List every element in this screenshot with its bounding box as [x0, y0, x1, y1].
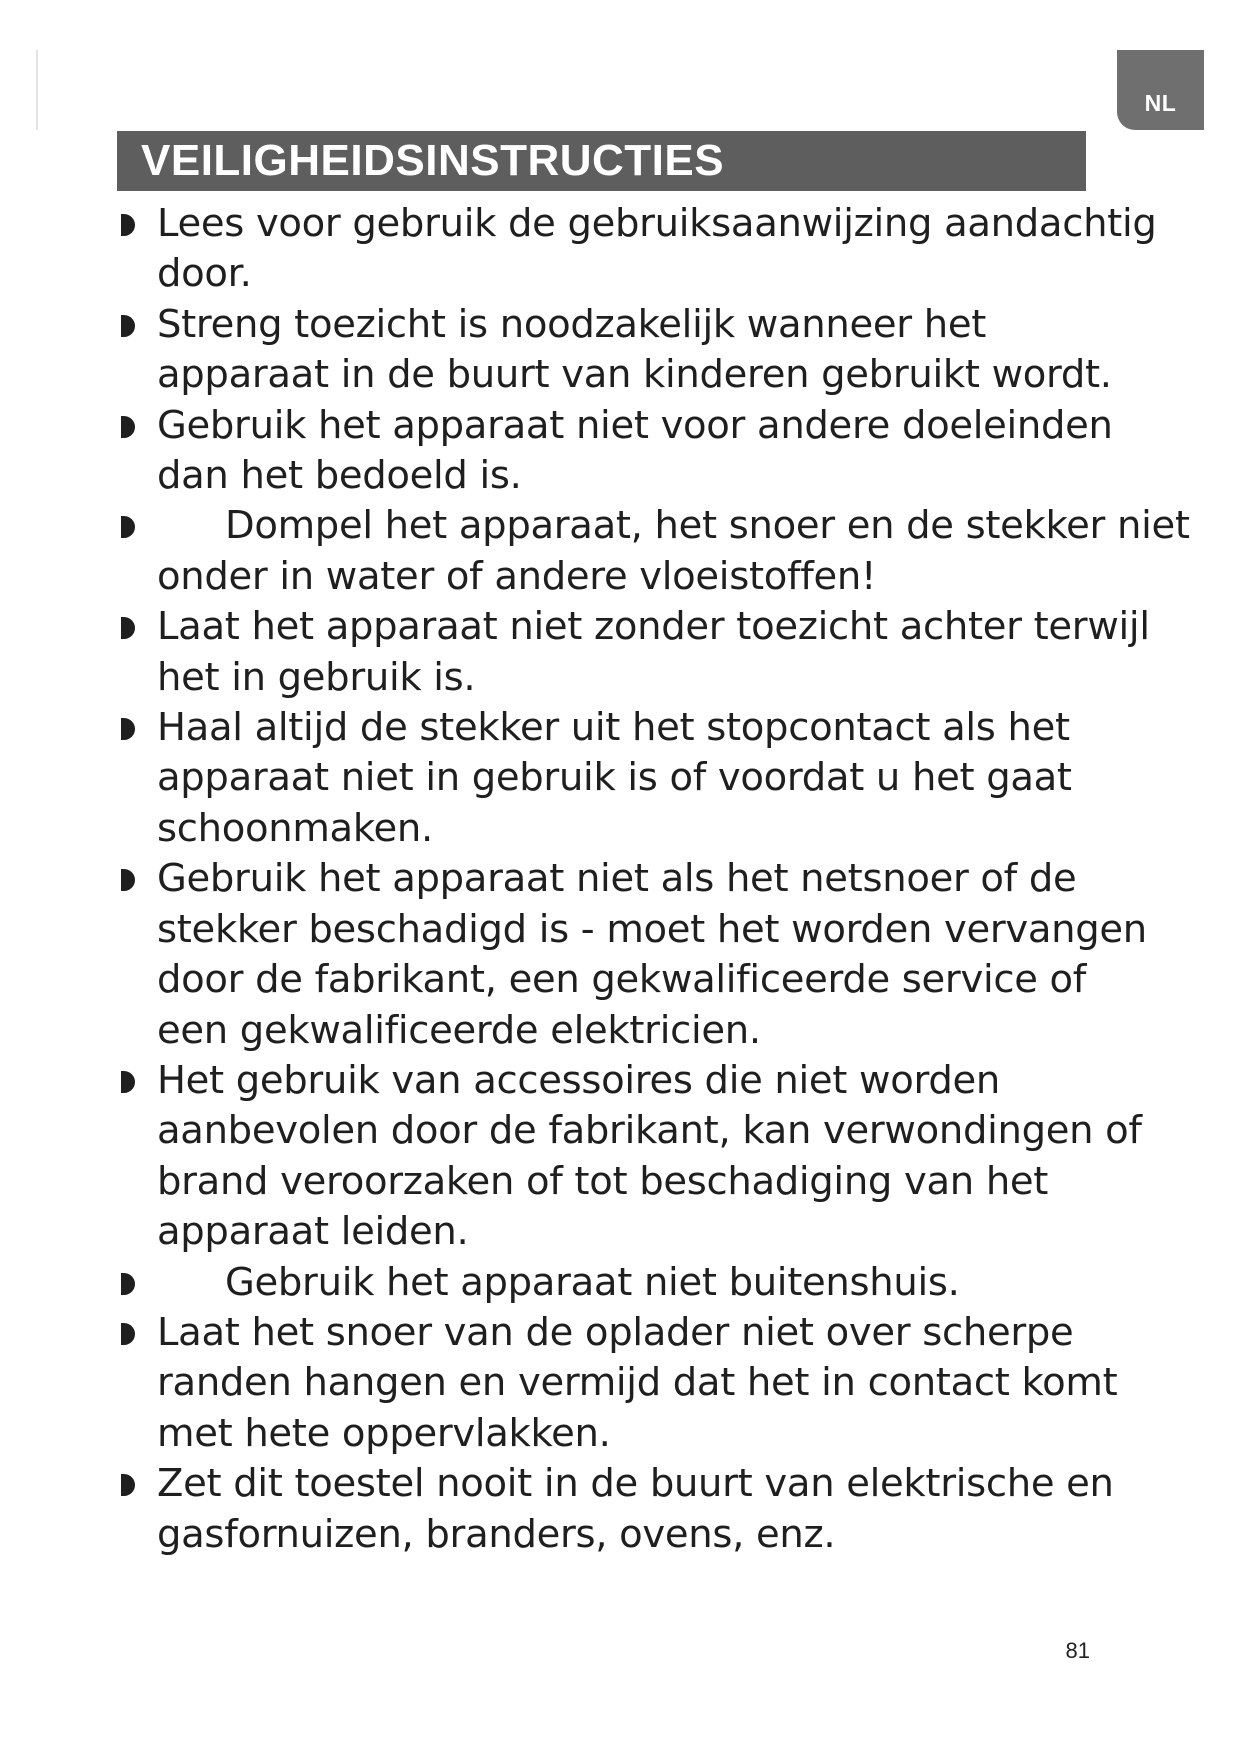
instruction-text: Zet dit toestel nooit in de buurt van elektrische en gasfornuizen, branders, ovens, enz.: [157, 1461, 1114, 1557]
page-number: 81: [1065, 1638, 1090, 1663]
list-item: [117, 1308, 1162, 1459]
margin-rule: [36, 50, 38, 130]
section-title-bar: [117, 131, 1086, 191]
bullet-icon: [121, 1474, 135, 1496]
instruction-text: Haal altijd de stekker uit het stopcontact als het apparaat niet in gebruik is of voordat u het gaat schoonmaken.: [157, 705, 1072, 851]
bullet-icon: [121, 315, 135, 337]
list-item: [117, 1056, 1162, 1258]
language-tab: NL: [1117, 50, 1204, 130]
instruction-text: Laat het apparaat niet zonder toezicht achter terwijl het in gebruik is.: [157, 604, 1150, 700]
list-item: [117, 199, 1162, 300]
instruction-text: Laat het snoer van de oplader niet over scherpe randen hangen en vermijd dat het in contact komt met hete oppervlakken.: [157, 1309, 1118, 1456]
instruction-text: Dompel het apparaat, het snoer en de stekker niet onder in water of andere vloeistoffen!: [157, 503, 1190, 599]
list-item: [117, 703, 1162, 854]
list-item: [117, 501, 1217, 602]
bullet-icon: [121, 416, 135, 438]
list-item: [117, 602, 1162, 703]
bullet-icon: [121, 516, 135, 538]
bullet-icon: [121, 617, 135, 639]
instruction-text: Gebruik het apparaat niet voor andere doeleinden dan het bedoeld is.: [157, 402, 1113, 499]
instruction-text: Het gebruik van accessoires die niet worden aanbevolen door de fabrikant, kan verwondingen of brand veroorzaken of tot beschadiging van het apparaat leiden.: [157, 1057, 1142, 1255]
bullet-icon: [121, 718, 135, 740]
instruction-text: Gebruik het apparaat niet als het netsnoer of de stekker beschadigd is - moet het worden vervangen door de fabrikant, een gekwalificeerde service of een gekwalificeerde elektricien.: [157, 856, 1147, 1053]
bullet-icon: [121, 1071, 135, 1093]
instruction-text: Streng toezicht is noodzakelijk wanneer het apparaat in de buurt van kinderen gebruikt wordt.: [157, 301, 1112, 398]
list-item: [117, 300, 1162, 401]
list-item: [117, 854, 1162, 1056]
list-item: [117, 401, 1162, 502]
safety-instruction-list: [117, 199, 1190, 1560]
instruction-text: Lees voor gebruik de gebruiksaanwijzing aandachtig door.: [157, 201, 1157, 297]
bullet-icon: [121, 869, 135, 891]
list-item: [117, 1258, 1162, 1308]
bullet-icon: [121, 1323, 135, 1345]
bullet-icon: [121, 1273, 135, 1295]
list-item: [117, 1459, 1162, 1560]
instruction-text: Gebruik het apparaat niet buitenshuis.: [225, 1259, 960, 1305]
bullet-icon: [121, 214, 135, 236]
section-title: VEILIGHEIDSINSTRUCTIES: [141, 136, 725, 185]
